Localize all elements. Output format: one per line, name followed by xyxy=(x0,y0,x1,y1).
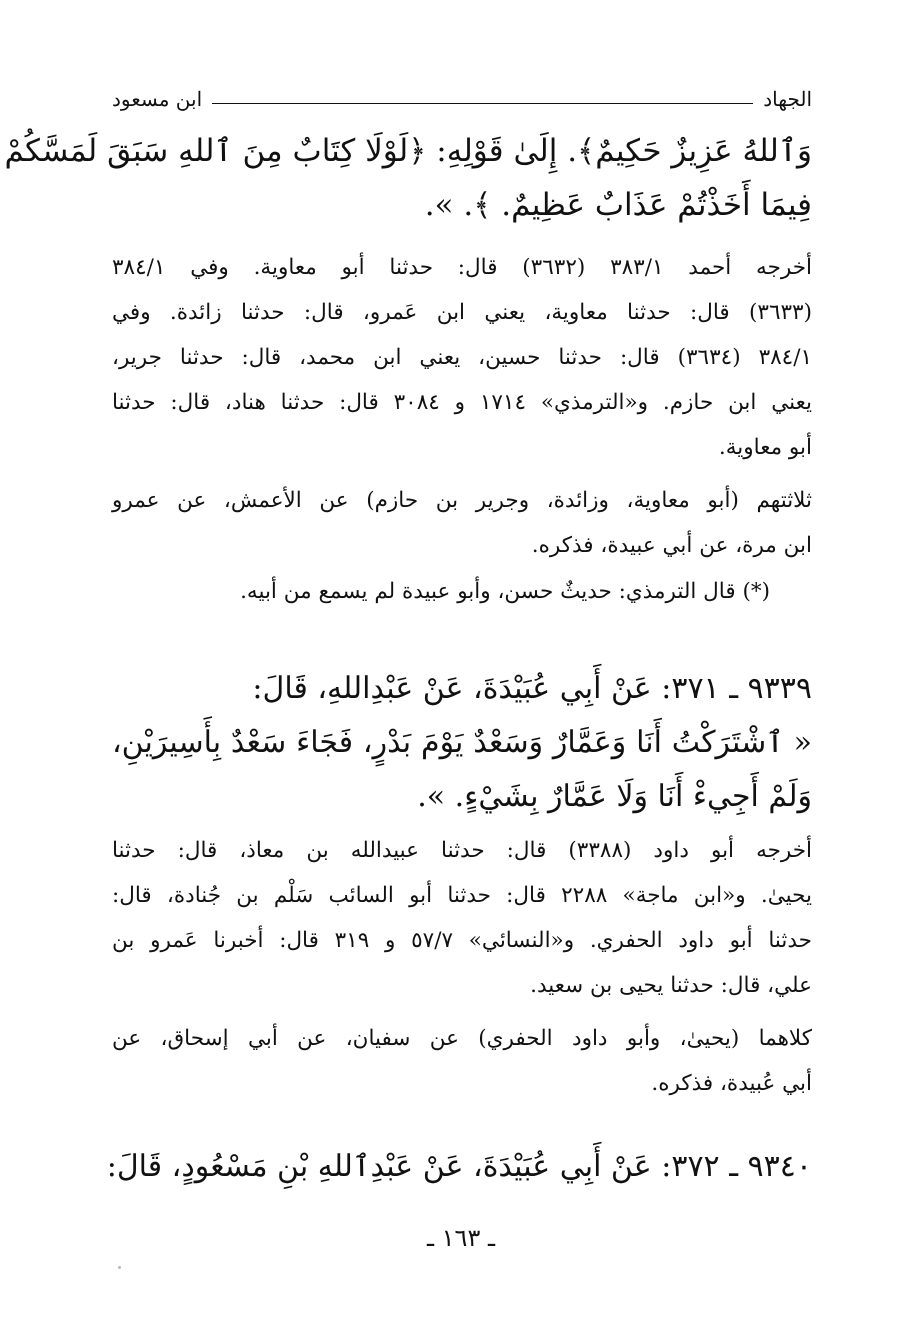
text-line: ثلاثتهم (أبو معاوية، وزائدة، وجرير بن حازم) عن الأعمش، عن عمرو xyxy=(112,488,812,513)
takhrij-paragraph-2 xyxy=(112,828,812,1008)
chapter-title: الجهاد xyxy=(763,87,812,111)
text-line: ابن مرة، عن أبي عبيدة، فذكره. xyxy=(531,533,812,558)
header-rule xyxy=(212,103,753,104)
book-title: ابن مسعود xyxy=(112,87,203,111)
text-line: يحيىٰ. و«ابن ماجة» ٢٢٨٨ قال: حدثنا أبو السائب سَلْم بن جُنادة، قال: xyxy=(112,883,812,908)
text-line: (٣٦٣٣) قال: حدثنا معاوية، يعني ابن عَمرو، قال: حدثنا زائدة. وفي xyxy=(112,300,812,325)
hadith-9340 xyxy=(106,1140,812,1194)
page-number: ـ ١٦٣ ـ xyxy=(426,1224,495,1252)
verse-continuation xyxy=(4,124,812,232)
text-line: أبي عُبيدة، فذكره. xyxy=(651,1071,812,1096)
hadith-9339 xyxy=(112,662,812,824)
text-line: وَلَمْ أَجِيءْ أَنَا وَلَا عَمَّارٌ بِشَيْءٍ. ». xyxy=(417,779,812,814)
hadith-heading: ٩٣٣٩ ـ ٣٧١: عَنْ أَبِي عُبَيْدَةَ، عَنْ عَبْدِاللهِ، قَالَ: xyxy=(252,671,812,706)
text-line: أخرجه أبو داود (٣٣٨٨) قال: حدثنا عبيدالله بن معاذ، قال: حدثنا xyxy=(112,838,813,863)
text-line: فِيمَا أَخَذْتُمْ عَذَابٌ عَظِيمٌ. ﴾. ». xyxy=(424,187,812,223)
text-line: حدثنا أبو داود الحفري. و«النسائي» ٥٧/٧ و ٣١٩ قال: أخبرنا عَمرو بن xyxy=(112,928,812,953)
text-line: « ٱشْتَرَكْتُ أَنَا وَعَمَّارٌ وَسَعْدٌ يَوْمَ بَدْرٍ، فَجَاءَ سَعْدٌ بِأَسِيرَيْنِ، xyxy=(112,725,812,760)
text-line: كلاهما (يحيىٰ، وأبو داود الحفري) عن سفيان، عن أبي إسحاق، عن xyxy=(112,1026,812,1051)
text-line: علي، قال: حدثنا يحيى بن سعيد. xyxy=(530,973,812,998)
text-line: وَٱللهُ عَزِيزٌ حَكِيمٌ﴾. إِلَىٰ قَوْلِهِ: ﴿لَوْلَا كِتَابٌ مِنَ ٱللهِ سَبَقَ لَمَسَّكُمْ xyxy=(4,133,812,169)
takhrij-paragraph-1 xyxy=(112,245,812,470)
scan-speck xyxy=(118,1266,121,1269)
text-line: أبو معاوية. xyxy=(718,435,812,460)
chain-paragraph-2 xyxy=(112,1016,812,1106)
hadith-heading: ٩٣٤٠ ـ ٣٧٢: عَنْ أَبِي عُبَيْدَةَ، عَنْ عَبْدِٱللهِ بْنِ مَسْعُودٍ، قَالَ: xyxy=(106,1149,812,1184)
text-line: يعني ابن حازم. و«الترمذي» ١٧١٤ و ٣٠٨٤ قال: حدثنا هناد، قال: حدثنا xyxy=(112,390,812,415)
tirmidhi-note xyxy=(112,572,812,612)
text-line: أخرجه أحمد ٣٨٣/١ (٣٦٣٢) قال: حدثنا أبو معاوية. وفي ٣٨٤/١ xyxy=(112,255,813,280)
chain-paragraph-1 xyxy=(112,478,812,568)
text-line: ٣٨٤/١ (٣٦٣٤) قال: حدثنا حسين، يعني ابن محمد، قال: حدثنا جرير، xyxy=(112,345,812,370)
running-header xyxy=(112,86,812,112)
note-line: (*) قال الترمذي: حديثٌ حسن، وأبو عبيدة لم يسمع من أبيه. xyxy=(240,579,770,604)
